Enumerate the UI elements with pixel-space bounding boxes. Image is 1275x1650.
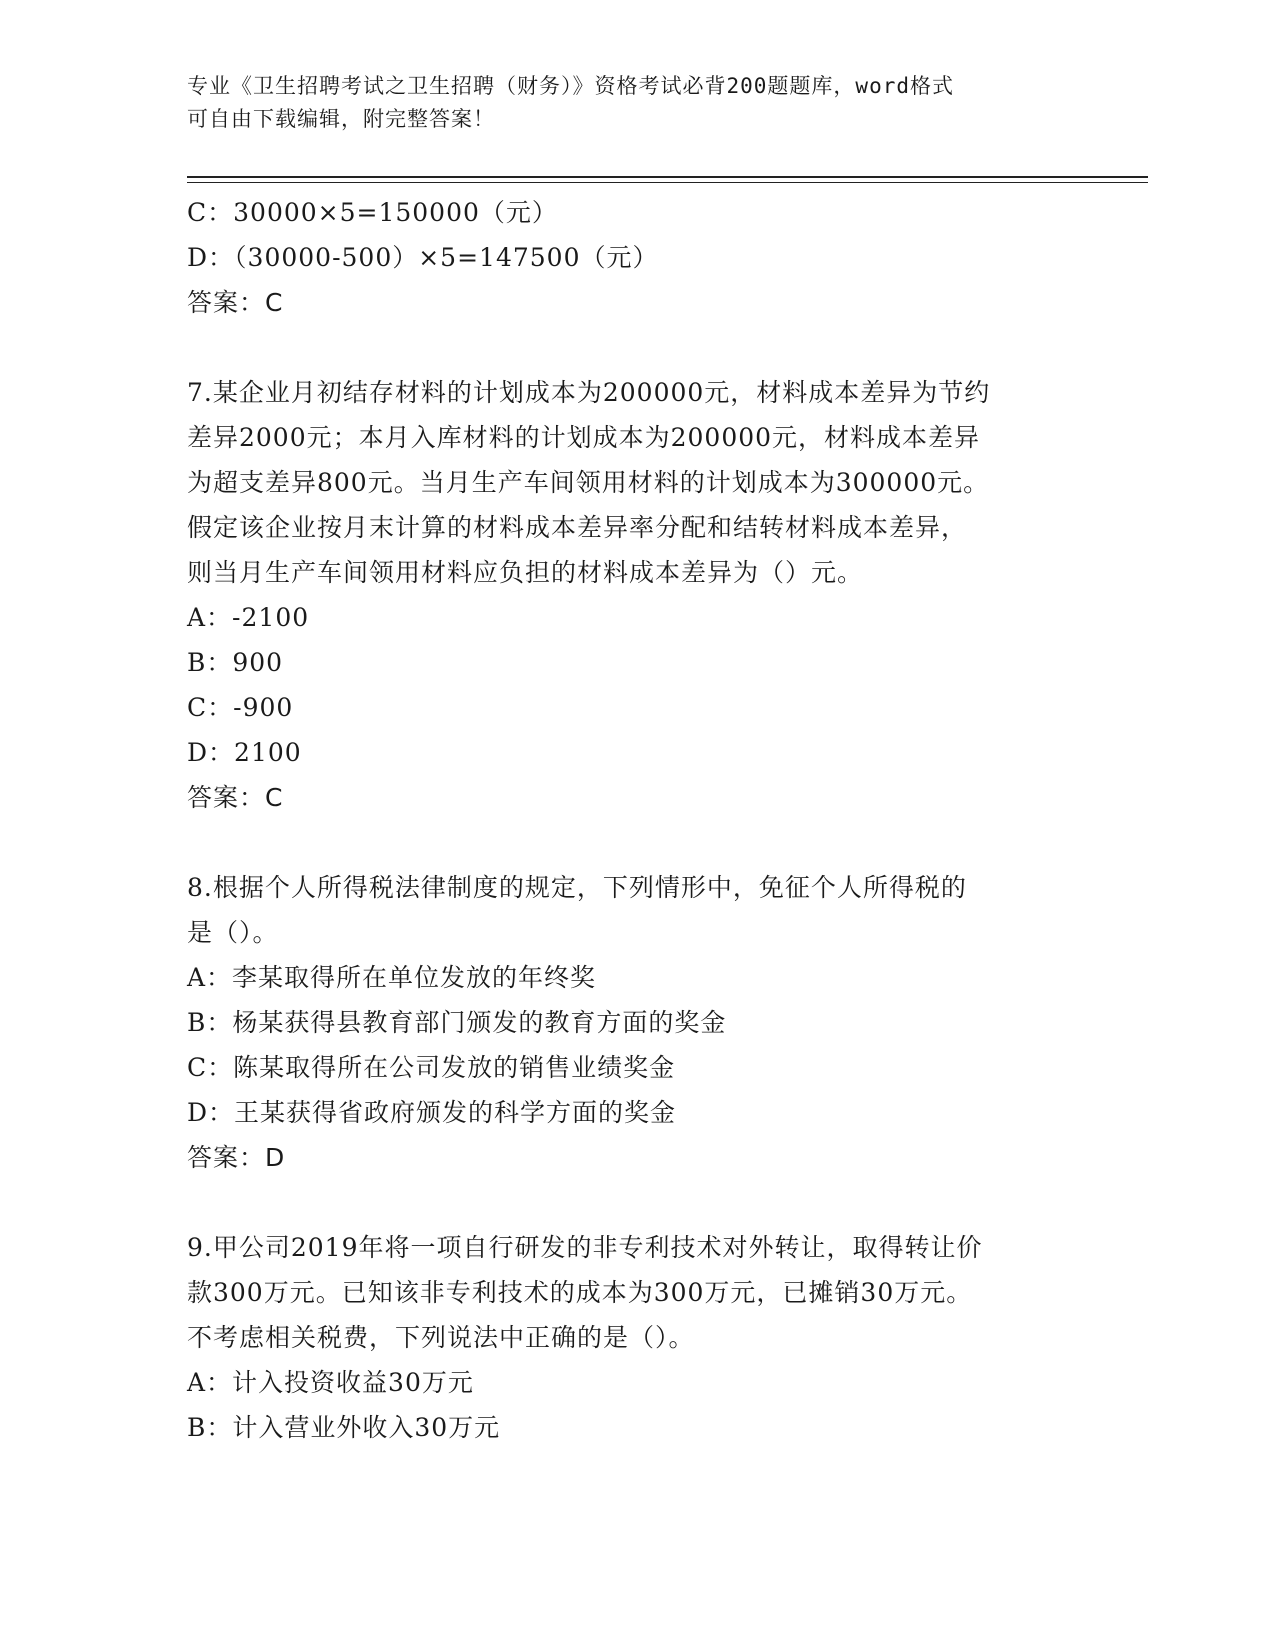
question-9-option-a: A：计入投资收益30万元 [187, 1368, 474, 1397]
question-8 [187, 865, 1087, 1180]
question-8-answer: 答案：D [187, 1143, 286, 1172]
question-8-option-d: D：王某获得省政府颁发的科学方面的奖金 [187, 1098, 677, 1127]
question-8-stem-line: 是（）。 [187, 918, 279, 947]
header-title-line-2: 可自由下载编辑，附完整答案！ [187, 107, 495, 131]
spacer [187, 1180, 1087, 1225]
question-7-stem-line: 则当月生产车间领用材料应负担的材料成本差异为（）元。 [187, 558, 864, 587]
question-9-option-b: B：计入营业外收入30万元 [187, 1413, 501, 1442]
question-8-option-b: B：杨某获得县教育部门颁发的教育方面的奖金 [187, 1008, 727, 1037]
document-header [187, 70, 1087, 136]
question-7-answer: 答案：C [187, 783, 284, 812]
question-7-stem-line: 7.某企业月初结存材料的计划成本为200000元，材料成本差异为节约 [187, 378, 991, 407]
question-6-option-d: D：（30000-500）×5=147500（元） [187, 243, 659, 272]
question-7-stem-line: 假定该企业按月末计算的材料成本差异率分配和结转材料成本差异， [187, 513, 968, 542]
question-7-stem-line: 为超支差异800元。当月生产车间领用材料的计划成本为300000元。 [187, 468, 990, 497]
question-7 [187, 370, 1087, 820]
spacer [187, 820, 1087, 865]
question-8-option-a: A：李某取得所在单位发放的年终奖 [187, 963, 597, 992]
question-6-answer: 答案：C [187, 288, 284, 317]
question-9-stem-line: 款300万元。已知该非专利技术的成本为300万元，已摊销30万元。 [187, 1278, 973, 1307]
question-7-option-b: B：900 [187, 648, 284, 677]
question-9-stem-line: 9.甲公司2019年将一项自行研发的非专利技术对外转让，取得转让价 [187, 1233, 983, 1262]
question-7-stem-line: 差异2000元；本月入库材料的计划成本为200000元，材料成本差异 [187, 423, 981, 452]
question-content [187, 190, 1087, 1450]
question-8-stem-line: 8.根据个人所得税法律制度的规定，下列情形中，免征个人所得税的 [187, 873, 967, 902]
question-8-option-c: C：陈某取得所在公司发放的销售业绩奖金 [187, 1053, 676, 1082]
question-7-option-c: C：-900 [187, 693, 294, 722]
header-divider-thin [187, 182, 1148, 183]
question-6-tail [187, 190, 1087, 325]
question-9 [187, 1225, 1087, 1450]
header-divider-thick [187, 176, 1148, 178]
question-7-option-d: D：2100 [187, 738, 302, 767]
question-9-stem-line: 不考虑相关税费，下列说法中正确的是（）。 [187, 1323, 695, 1352]
question-6-option-c: C：30000×5=150000（元） [187, 198, 558, 227]
spacer [187, 325, 1087, 370]
question-7-option-a: A：-2100 [187, 603, 310, 632]
header-title-line-1: 专业《卫生招聘考试之卫生招聘（财务）》资格考试必背200题题库，word格式 [187, 74, 954, 98]
